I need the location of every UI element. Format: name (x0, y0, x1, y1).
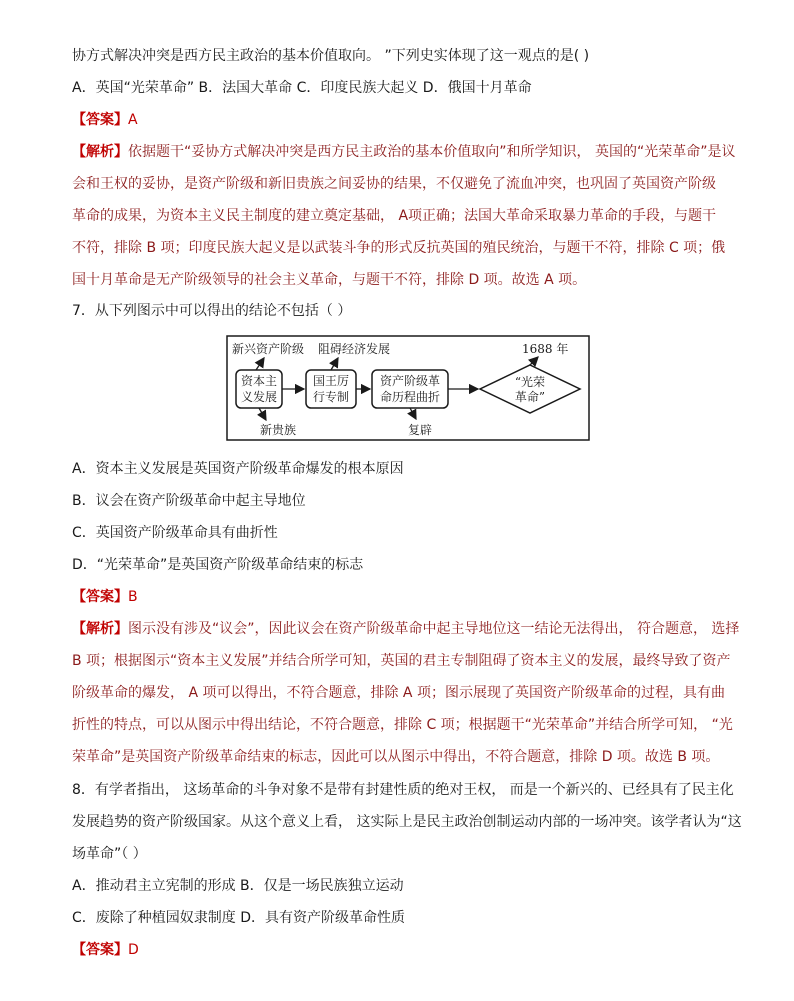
analysis-label: 【解析】 (72, 621, 128, 637)
q6-answer (72, 110, 732, 130)
label-restoration: 复辟 (408, 423, 433, 437)
arrow-down-mid (410, 408, 416, 419)
q6-options: A．英国“光荣革命” B．法国大革命 C．印度民族大起义 D．俄国十月革命 (72, 80, 532, 96)
q7-option-c: C．英国资产阶级革命具有曲折性 (72, 525, 278, 541)
label-hinder-economy: 阻碍经济发展 (318, 342, 391, 356)
answer-value: D (128, 942, 139, 958)
q8-options-line-1: A．推动君主立宪制的形成 B．仅是一场民族独立运动 (72, 878, 404, 894)
label-year: 1688 年 (522, 342, 569, 356)
q7-analysis-line-4: 折性的特点，可以从图示中得出结论，不符合题意，排除 C 项；根据题干“光荣革命”并结合所学可知， “光 (72, 717, 733, 733)
diamond-line1: “光荣 (514, 375, 546, 389)
q7-analysis-line-3: 阶级革命的爆发， A 项可以得出，不符合题意，排除 A 项；图示展现了英国资产阶级革命的过程，具有曲 (72, 685, 725, 701)
answer-value: B (128, 589, 138, 605)
box-capitalism-line2: 义发展 (240, 390, 278, 404)
q7-analysis-line-5: 荣革命”是英国资产阶级革命结束的标志，因此可以从图示中得出，不符合题意，排除 D 项。故选 B 项。 (72, 749, 720, 765)
q7-analysis-line-1: 【解析】图示没有涉及“议会”，因此议会在资产阶级革命中起主导地位这一结论无法得出， 符合题意， 选择 (72, 621, 740, 637)
q7-option-d: D．“光荣革命”是英国资产阶级革命结束的标志 (72, 557, 364, 573)
q7-analysis-line-2: B 项；根据图示“资本主义发展”并结合所学可知，英国的君主专制阻碍了资本主义的发展，最终导致了资产 (72, 653, 731, 669)
q6-analysis-line-5: 国十月革命是无产阶级领导的社会主义革命，与题干不符，排除 D 项。故选 A 项。 (72, 272, 587, 288)
box-capitalism-line1: 资本主 (240, 374, 278, 388)
q8-stem-line-3: 场革命”（ ） (72, 846, 147, 862)
q6-stem-tail: 协方式解决冲突是西方民主政治的基本价值取向。 ”下列史实体现了这一观点的是( ) (72, 48, 590, 64)
answer-value: A (128, 112, 138, 128)
diamond-line2: 革命” (514, 390, 546, 404)
q6-analysis-line-3: 革命的成果，为资本主义民主制度的建立奠定基础， A项正确；法国大革命采取暴力革命的手段，与题干 (72, 208, 717, 224)
q7-answer (72, 587, 732, 607)
q8-stem-line-1: 8．有学者指出， 这场革命的斗争对象不是带有封建性质的绝对王权， 而是一个新兴的、已经具有了民主化 (72, 782, 734, 798)
q6-analysis-line-4: 不符，排除 B 项；印度民族大起义是以武装斗争的形式反抗英国的殖民统治，与题干不符，排除 C 项；俄 (72, 240, 726, 256)
q8-options-line-2: C．废除了种植园奴隶制度 D．具有资产阶级革命性质 (72, 910, 406, 926)
arrow-up-left (256, 358, 264, 370)
box-revolution-line2: 命历程曲折 (379, 390, 441, 404)
arrow-up-mid (331, 358, 338, 370)
box-autocracy-line1: 国王厉 (312, 374, 350, 388)
answer-label: 【答案】 (72, 112, 128, 128)
answer-label: 【答案】 (72, 942, 128, 958)
label-new-nobility: 新贵族 (260, 423, 297, 437)
box-autocracy-line2: 行专制 (312, 390, 350, 404)
box-revolution-line1: 资产阶级革 (379, 374, 441, 388)
q8-stem-line-2: 发展趋势的资产阶级国家。从这个意义上看， 这实际上是民主政治创制运动内部的一场冲突。该学者认为“这 (72, 814, 742, 830)
q8-answer (72, 940, 732, 960)
arrow-down-left (259, 408, 266, 420)
arrow-up-right (530, 357, 538, 365)
q7-option-a: A．资本主义发展是英国资产阶级革命爆发的根本原因 (72, 461, 404, 477)
q6-analysis-line-2: 会和王权的妥协，是资产阶级和新旧贵族之间妥协的结果，不仅避免了流血冲突，也巩固了英国资产阶级 (72, 176, 716, 192)
q7-flow-diagram (226, 335, 590, 441)
q6-analysis-line-1: 【解析】依据题干“妥协方式解决冲突是西方民主政治的基本价值取向”和所学知识， 英国的“光荣革命”是议 (72, 144, 736, 160)
label-new-bourgeoisie: 新兴资产阶级 (232, 342, 305, 356)
analysis-label: 【解析】 (72, 144, 128, 160)
diamond-glorious-revolution (480, 365, 580, 413)
q7-stem: 7．从下列图示中可以得出的结论不包括（ ） (72, 303, 352, 319)
answer-label: 【答案】 (72, 589, 128, 605)
q7-option-b: B．议会在资产阶级革命中起主导地位 (72, 493, 306, 509)
